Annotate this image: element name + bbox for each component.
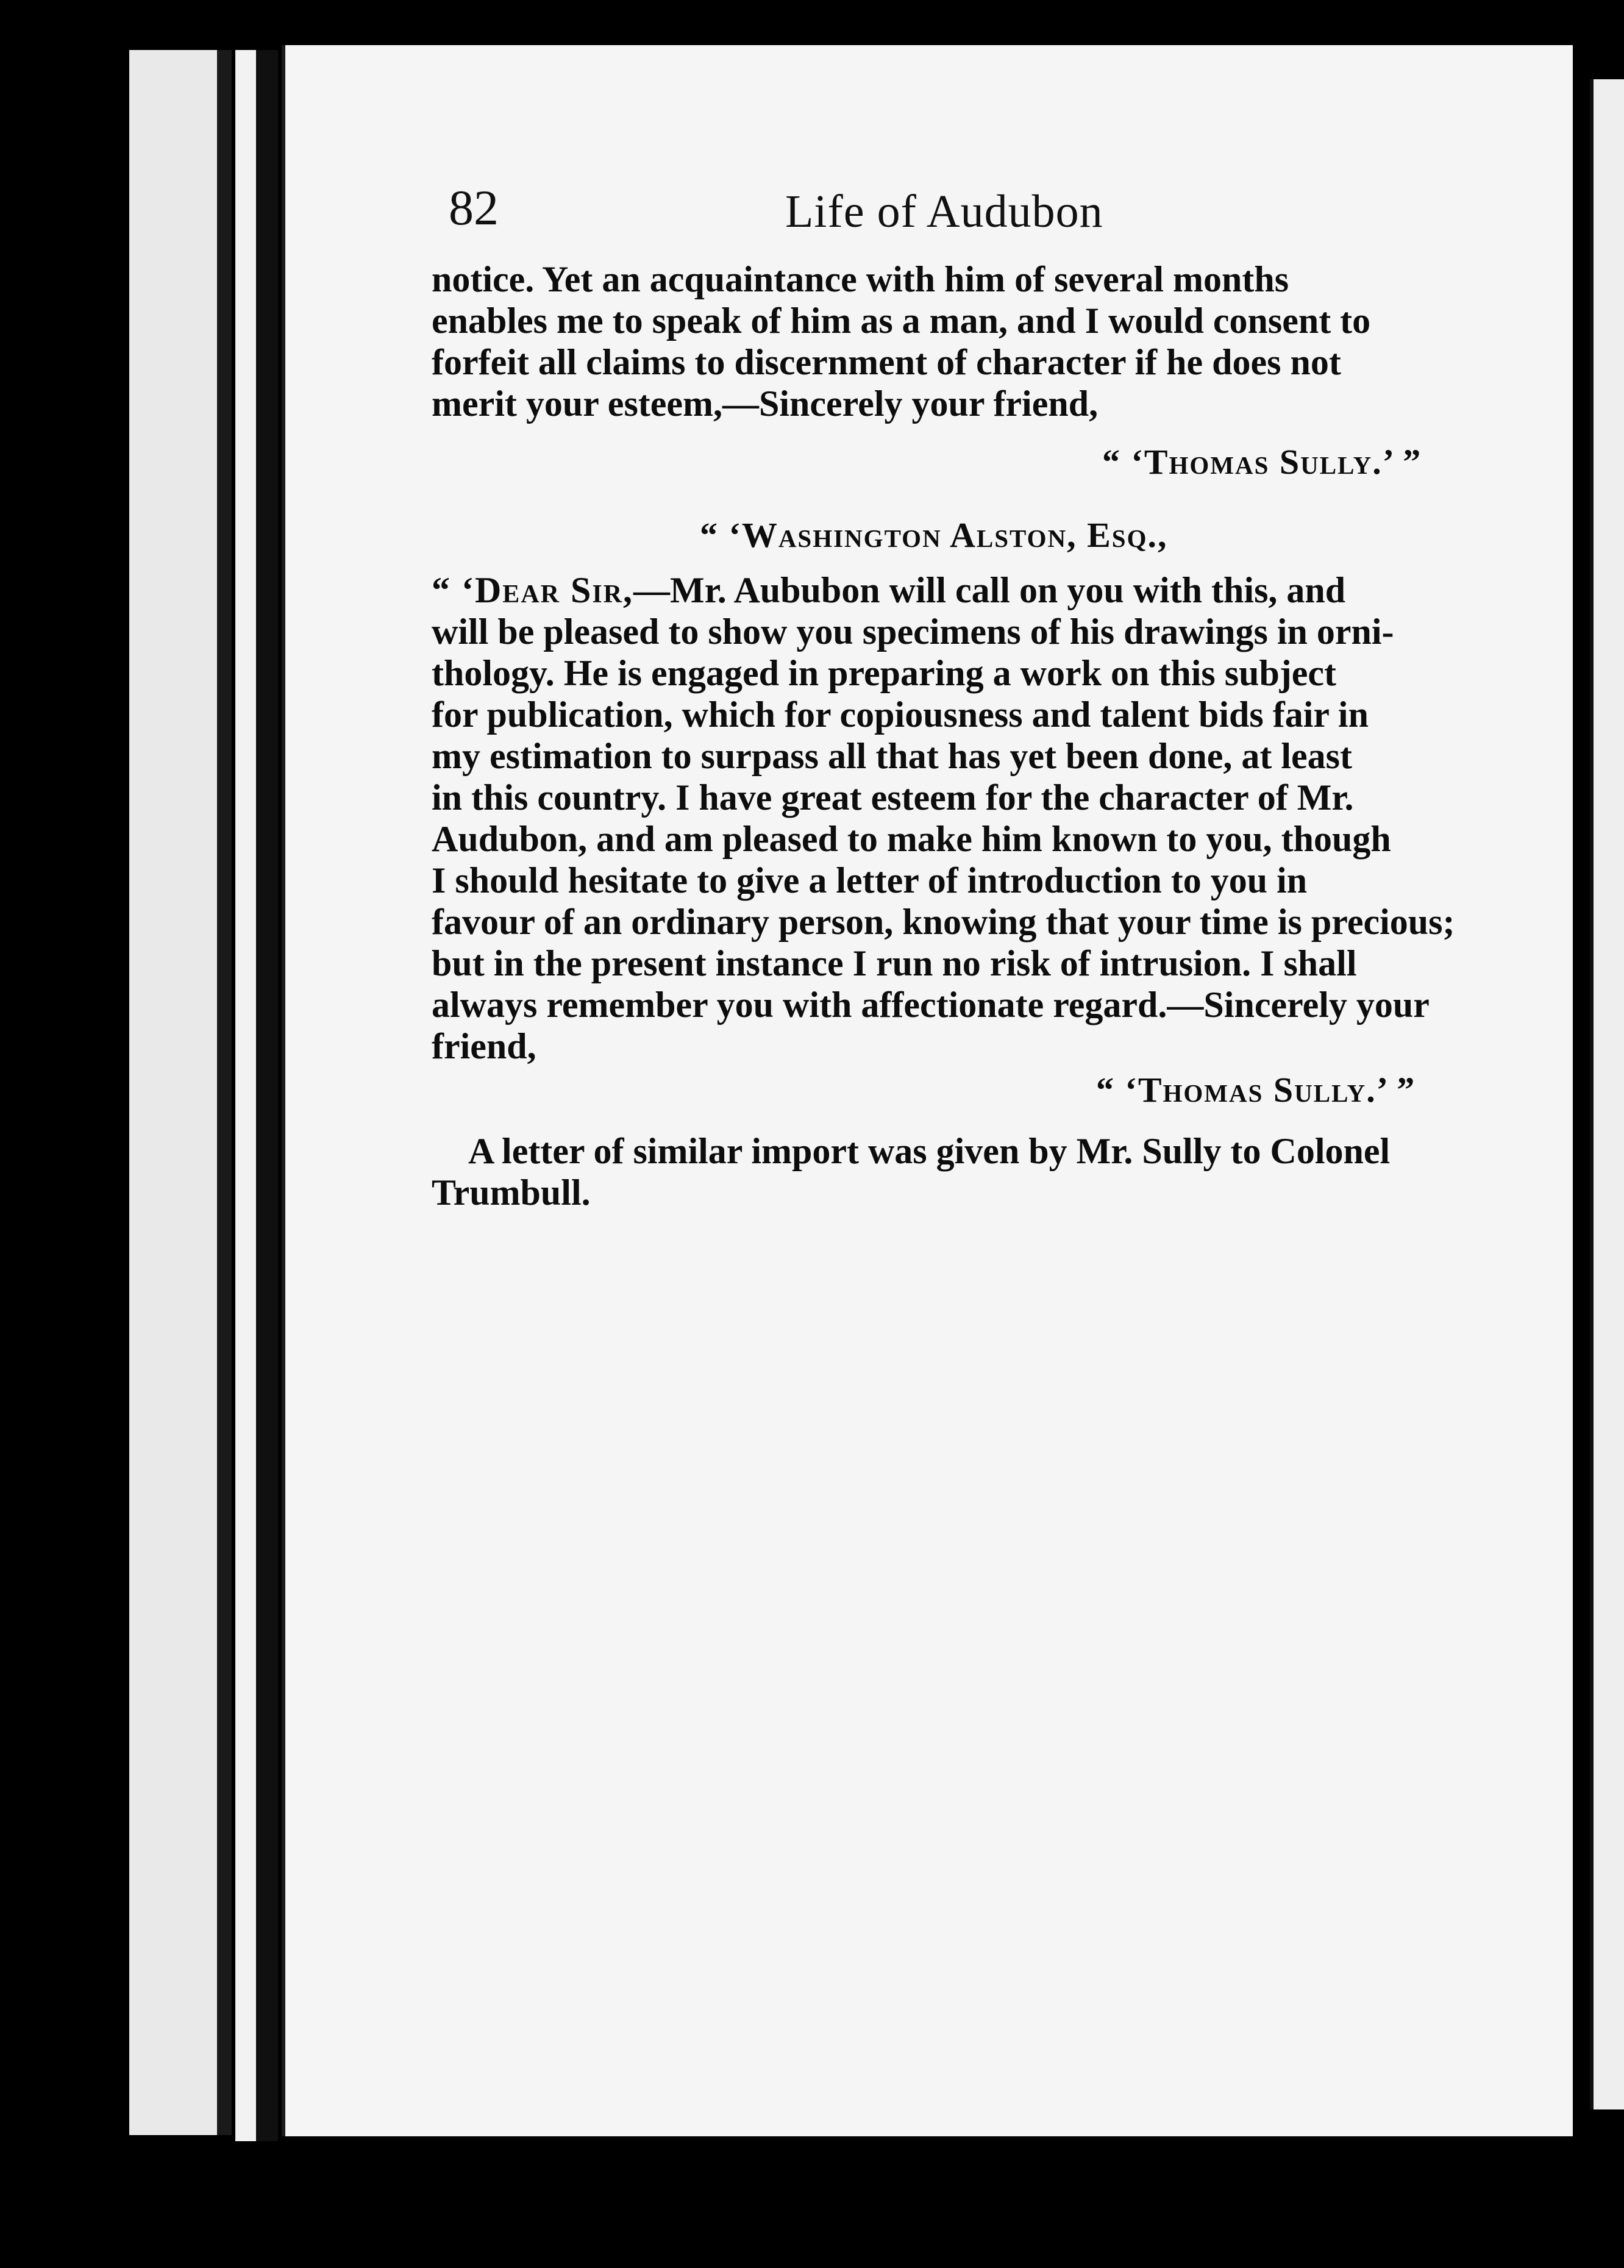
text-line: in this country. I have great esteem for the character of Mr. bbox=[432, 777, 1354, 818]
text-line: enables me to speak of him as a man, and I would consent to bbox=[432, 301, 1371, 341]
text-line: Audubon, and am pleased to make him known to you, though bbox=[432, 819, 1391, 859]
text-line: my estimation to surpass all that has yet been done, at least bbox=[432, 736, 1352, 776]
salutation: “ ‘Dear Sir, bbox=[432, 570, 634, 610]
signature-thomas-sully-1: “ ‘Thomas Sully.’ ” bbox=[1102, 442, 1422, 482]
text-line: for publication, which for copiousness and talent bids fair in bbox=[432, 694, 1369, 735]
salutation-rest: —Mr. Aububon will call on you with this, and bbox=[633, 570, 1346, 610]
text-line: always remember you with affectionate regard.—Sincerely your bbox=[432, 985, 1430, 1025]
book-edge-right bbox=[1590, 79, 1624, 2109]
page-number: 82 bbox=[449, 180, 499, 235]
text-line: favour of an ordinary person, knowing that your time is precious; bbox=[432, 902, 1455, 942]
text-line: thology. He is engaged in preparing a work on this subject bbox=[432, 653, 1337, 693]
text-line: but in the present instance I run no risk of intrusion. I shall bbox=[432, 943, 1357, 983]
book-page bbox=[282, 45, 1573, 2136]
text-line bbox=[432, 569, 1505, 611]
book-edge-left bbox=[129, 50, 226, 2135]
letter-address: “ ‘Washington Alston, Esq., bbox=[700, 515, 1168, 555]
text-line: merit your esteem,—Sincerely your friend, bbox=[432, 383, 1099, 424]
text-line: forfeit all claims to discernment of character if he does not bbox=[432, 342, 1341, 382]
book-gutter bbox=[256, 50, 278, 2141]
text-line: notice. Yet an acquaintance with him of several months bbox=[432, 259, 1289, 299]
text-line: I should hesitate to give a letter of introduction to you in bbox=[432, 860, 1308, 900]
signature-thomas-sully-2: “ ‘Thomas Sully.’ ” bbox=[1096, 1070, 1416, 1110]
running-head bbox=[285, 179, 1573, 252]
page-stack-shadow bbox=[217, 50, 232, 2135]
paragraph-closing bbox=[432, 1130, 1505, 1213]
text-line: friend, bbox=[432, 1026, 536, 1066]
text-line: will be pleased to show you specimens of his drawings in orni- bbox=[432, 612, 1394, 652]
paragraph-letter-body bbox=[432, 569, 1505, 1067]
running-title: Life of Audubon bbox=[785, 186, 1103, 237]
text-line: A letter of similar import was given by Mr. Sully to Colonel bbox=[468, 1131, 1391, 1171]
text-line: Trumbull. bbox=[432, 1172, 591, 1213]
paragraph-letter-end bbox=[432, 259, 1505, 424]
